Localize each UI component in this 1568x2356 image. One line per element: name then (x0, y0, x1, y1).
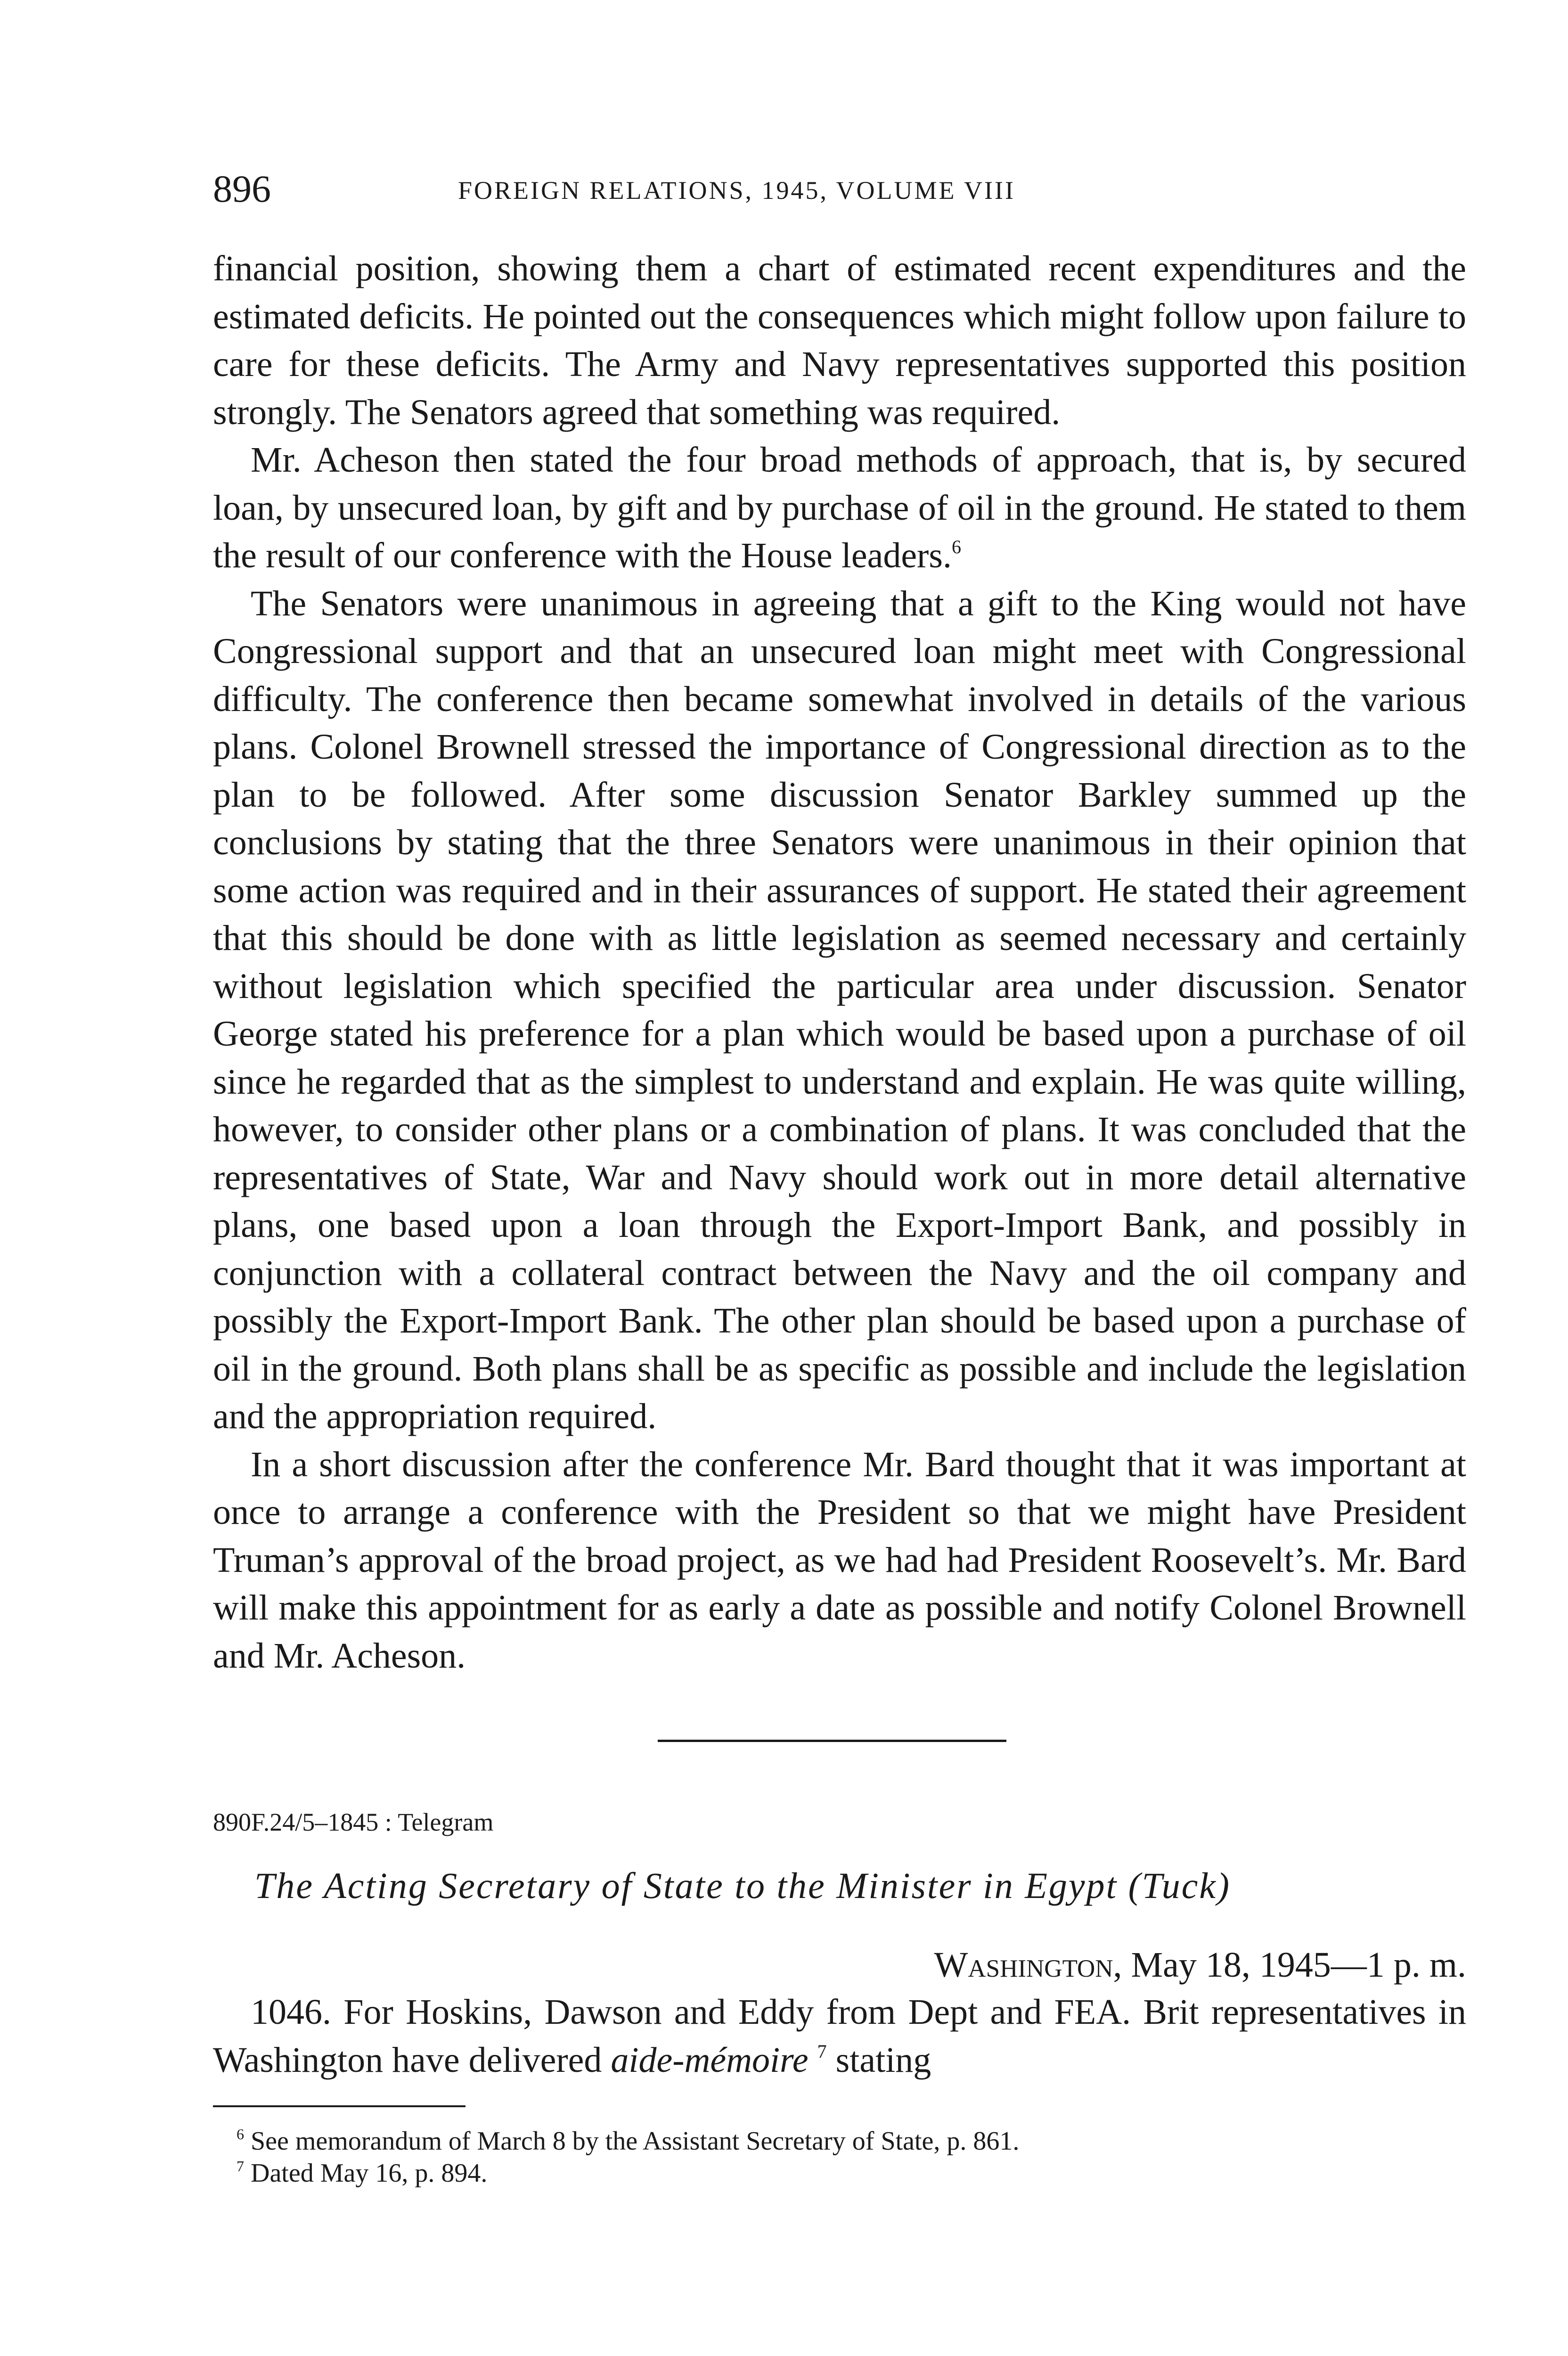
running-title: FOREIGN RELATIONS, 1945, VOLUME VIII (458, 176, 1015, 205)
footnote-6 (213, 2125, 1466, 2157)
footnotes (213, 2125, 1466, 2189)
telegram-lead: 1046. For Hoskins, Dawson and Eddy from Dept and FEA. Brit representatives in Washington have delivered (213, 1992, 1466, 2080)
paragraph-acheson-text: Mr. Acheson then stated the four broad methods of approach, that is, by secured loan, by unsecured loan, by gift and by purchase of oil in the ground. He stated to them the result of our conference with the House leaders. (213, 440, 1466, 575)
aide-memoire-term: aide-mémoire (611, 2040, 808, 2080)
telegram-tail: stating (826, 2040, 931, 2080)
dateline-place: Washington, (934, 1945, 1122, 1985)
section-divider (658, 1740, 1006, 1742)
page-header (213, 168, 1466, 210)
footnote-rule (213, 2105, 466, 2107)
file-reference: 890F.24/5–1845 : Telegram (213, 1808, 494, 1836)
dateline (934, 1941, 1466, 1988)
footnote-ref-7: 7 (817, 2040, 827, 2062)
footnote-7 (213, 2157, 1466, 2189)
paragraph-continued: financial position, showing them a chart of estimated recent expenditures and the estimated deficits. He pointed out the consequences which might follow upon failure to care for these deficits. The Army and Navy representatives supported this position strongly. The Senators agreed that something was required. (213, 249, 1466, 432)
page-number: 896 (213, 167, 271, 210)
body-text (213, 245, 1466, 1680)
telegram-text (213, 1988, 1466, 2084)
footnote-6-text: See memorandum of March 8 by the Assistant Secretary of State, p. 861. (251, 2127, 1020, 2156)
dateline-date: May 18, 1945—1 p. m. (1122, 1945, 1466, 1985)
footnote-6-mark: 6 (237, 2126, 244, 2143)
footnote-7-text: Dated May 16, p. 894. (251, 2159, 488, 2188)
paragraph-bard: In a short discussion after the conference Mr. Bard thought that it was important at once to arrange a conference with the President so that we might have President Truman’s approval of the broad project, as we had had President Roosevelt’s. Mr. Bard will make this appointment for as early a date as possible and notify Colonel Brownell and Mr. Acheson. (213, 1444, 1466, 1676)
document-title: The Acting Secretary of State to the Minister in Egypt (Tuck) (254, 1865, 1231, 1906)
paragraph-senators: The Senators were unanimous in agreeing that a gift to the King would not have Congressional support and that an unsecured loan might meet with Congressional difficulty. The conference then became somewhat involved in details of the various plans. Colonel Brownell stressed the importance of Congressional direction as to the plan to be followed. After some discussion Senator Barkley summed up the conclusions by stating that the three Senators were unanimous in their opinion that some action was required and in their assurances of support. He stated their agreement that this should be done with as little legislation as seemed necessary and certainly without legislation which specified the particular area under discussion. Senator George stated his preference for a plan which would be based upon a purchase of oil since he regarded that as the simplest to understand and explain. He was quite willing, however, to consider other plans or a combination of plans. It was concluded that the representatives of State, War and Navy should work out in more detail alternative plans, one based upon a loan through the Export-Import Bank, and possibly in conjunction with a collateral contract between the Navy and the oil company and possibly the Export-Import Bank. The other plan should be based upon a purchase of oil in the ground. Both plans shall be as specific as possible and include the legislation and the appropriation required. (213, 583, 1466, 1436)
footnote-7-mark: 7 (237, 2158, 244, 2175)
paragraph-acheson (213, 436, 1466, 580)
telegram-paragraph (213, 1988, 1466, 2084)
footnote-ref-6: 6 (951, 536, 961, 557)
